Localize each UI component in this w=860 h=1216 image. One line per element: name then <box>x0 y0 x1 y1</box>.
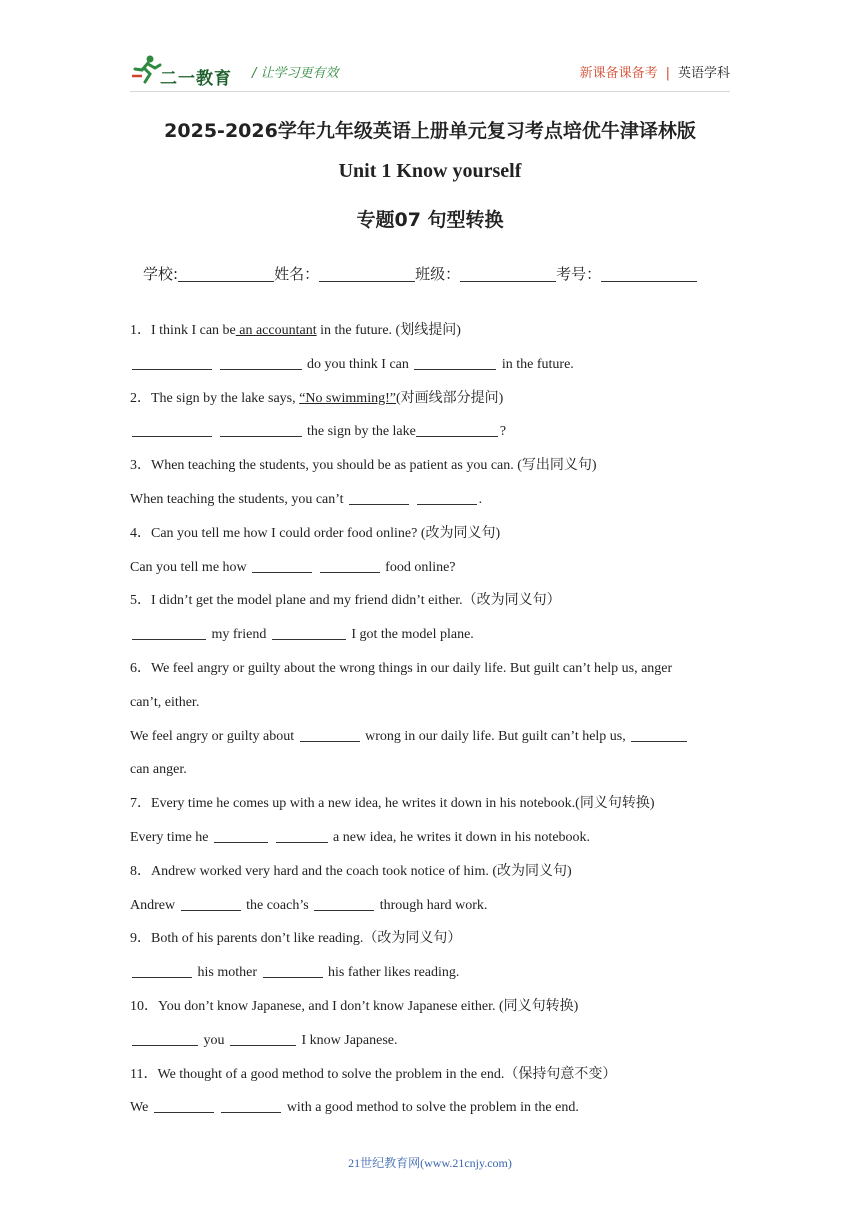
answer-blank[interactable] <box>416 422 498 437</box>
question-instruction: (对画线部分提问) <box>395 390 504 406</box>
answer-text: . <box>478 491 483 507</box>
exam-no-field[interactable] <box>601 267 697 282</box>
question-11: 11．We thought of a good method to solve the problem in the end.（保持句意不变） <box>130 1066 617 1082</box>
answer-blank[interactable] <box>414 355 496 370</box>
answer-text: his mother <box>197 965 257 981</box>
unit-title: Unit 1 Know yourself <box>338 160 522 182</box>
answer-10 <box>130 1024 740 1058</box>
answer-blank[interactable] <box>631 727 687 742</box>
answer-blank[interactable] <box>181 896 241 911</box>
answer-blank[interactable] <box>154 1098 214 1113</box>
answer-text: the coach’s <box>246 897 309 913</box>
answer-1 <box>130 348 740 382</box>
header-subject <box>580 62 730 81</box>
answer-text: I got the model plane. <box>351 627 474 643</box>
answer-6-cont: can anger. <box>130 762 187 778</box>
logo <box>130 52 240 89</box>
answer-blank[interactable] <box>221 1098 281 1113</box>
topic-title: 专题07 句型转换 <box>356 209 504 231</box>
name-label: 姓名： <box>274 265 320 283</box>
answer-text: through hard work. <box>379 897 488 913</box>
question-6-cont: can’t, either. <box>130 694 200 710</box>
question-2 <box>130 382 740 416</box>
answer-11 <box>130 1091 740 1125</box>
school-field[interactable] <box>178 267 274 282</box>
runner-logo-icon <box>130 52 164 86</box>
question-10: 10．You don’t know Japanese, and I don’t know Japanese either. (同义句转换) <box>130 998 579 1014</box>
underlined-phrase: an accountant <box>235 323 317 338</box>
answer-blank[interactable] <box>132 625 206 640</box>
answer-4 <box>130 551 740 585</box>
answer-text: We <box>130 1100 149 1116</box>
slogan: / 让学习更有效 <box>252 66 339 81</box>
answer-text: When teaching the students, you can’t <box>130 491 344 507</box>
page-header <box>130 50 730 90</box>
underlined-phrase: “No swimming!” <box>299 390 396 406</box>
question-7: 7．Every time he comes up with a new idea, he writes it down in his notebook.(同义句转换) <box>130 796 655 812</box>
answer-blank[interactable] <box>300 727 360 742</box>
header-separator: | <box>665 66 670 81</box>
answer-blank[interactable] <box>320 558 380 573</box>
answer-text: in the future. <box>501 356 574 372</box>
answer-7 <box>130 821 740 855</box>
answer-blank[interactable] <box>214 828 268 843</box>
answer-blank[interactable] <box>349 490 409 505</box>
exam-no-label: 考号： <box>556 265 602 283</box>
question-text: 2．The sign by the lake says, <box>130 390 300 406</box>
answer-blank[interactable] <box>263 963 323 978</box>
question-6: 6．We feel angry or guilty about the wrong things in our daily life. But guilt can’t help us, anger <box>130 660 673 676</box>
answer-text: We feel angry or guilty about <box>130 728 295 744</box>
answer-text: ? <box>499 424 507 440</box>
question-5: 5．I didn’t get the model plane and my friend didn’t either.（改为同义句） <box>130 593 561 609</box>
answer-blank[interactable] <box>220 355 302 370</box>
answer-text: you <box>203 1032 225 1048</box>
answer-text: the sign by the lake <box>307 424 416 440</box>
header-label-prep: 新课备课备考 <box>579 66 658 81</box>
footer-source[interactable]: 21世纪教育网(www.21cnjy.com) <box>348 1156 512 1170</box>
answer-blank[interactable] <box>230 1031 296 1046</box>
answer-blank[interactable] <box>276 828 328 843</box>
answer-text: wrong in our daily life. But guilt can’t help us, <box>365 728 626 744</box>
class-label: 班级： <box>415 265 461 283</box>
school-label: 学校: <box>143 265 179 283</box>
student-info-row <box>143 263 697 284</box>
answer-text: a new idea, he writes it down in his notebook. <box>333 829 591 845</box>
header-divider <box>130 91 730 92</box>
answer-text: food online? <box>385 559 456 575</box>
answer-text: I know Japanese. <box>301 1032 398 1048</box>
answer-blank[interactable] <box>132 1031 198 1046</box>
answer-blank[interactable] <box>252 558 312 573</box>
class-field[interactable] <box>460 267 556 282</box>
answer-blank[interactable] <box>314 896 374 911</box>
answer-text: with a good method to solve the problem in the end. <box>286 1100 579 1116</box>
answer-blank[interactable] <box>132 963 192 978</box>
answer-blank[interactable] <box>132 355 212 370</box>
question-4: 4．Can you tell me how I could order food online? (改为同义句) <box>130 525 501 541</box>
answer-3 <box>130 483 740 517</box>
answer-text: Every time he <box>130 829 209 845</box>
question-list <box>130 314 740 1125</box>
header-label-subject: 英语学科 <box>677 66 730 81</box>
answer-blank[interactable] <box>417 490 477 505</box>
answer-blank[interactable] <box>272 625 346 640</box>
answer-8 <box>130 889 740 923</box>
answer-text: Andrew <box>130 897 176 913</box>
question-8: 8．Andrew worked very hard and the coach took notice of him. (改为同义句) <box>130 863 572 879</box>
question-1 <box>130 314 740 348</box>
document-title: 2025-2026学年九年级英语上册单元复习考点培优牛津译林版 <box>164 120 696 142</box>
question-3: 3．When teaching the students, you should be as patient as you can. (写出同义句) <box>130 458 597 474</box>
name-field[interactable] <box>319 267 415 282</box>
answer-text: do you think I can <box>307 356 409 372</box>
logo-text: 二一教育 <box>160 69 232 89</box>
answer-text: his father likes reading. <box>328 965 460 981</box>
answer-5 <box>130 618 740 652</box>
question-9: 9．Both of his parents don’t like reading.（改为同义句） <box>130 931 462 947</box>
answer-9 <box>130 956 740 990</box>
answer-2 <box>130 415 740 449</box>
question-text: 1．I think I can be <box>130 323 236 338</box>
answer-blank[interactable] <box>132 422 212 437</box>
answer-6 <box>130 720 740 754</box>
question-instruction: in the future. (划线提问) <box>316 323 461 338</box>
answer-text: my friend <box>211 627 267 643</box>
answer-blank[interactable] <box>220 422 302 437</box>
answer-text: Can you tell me how <box>130 559 247 575</box>
